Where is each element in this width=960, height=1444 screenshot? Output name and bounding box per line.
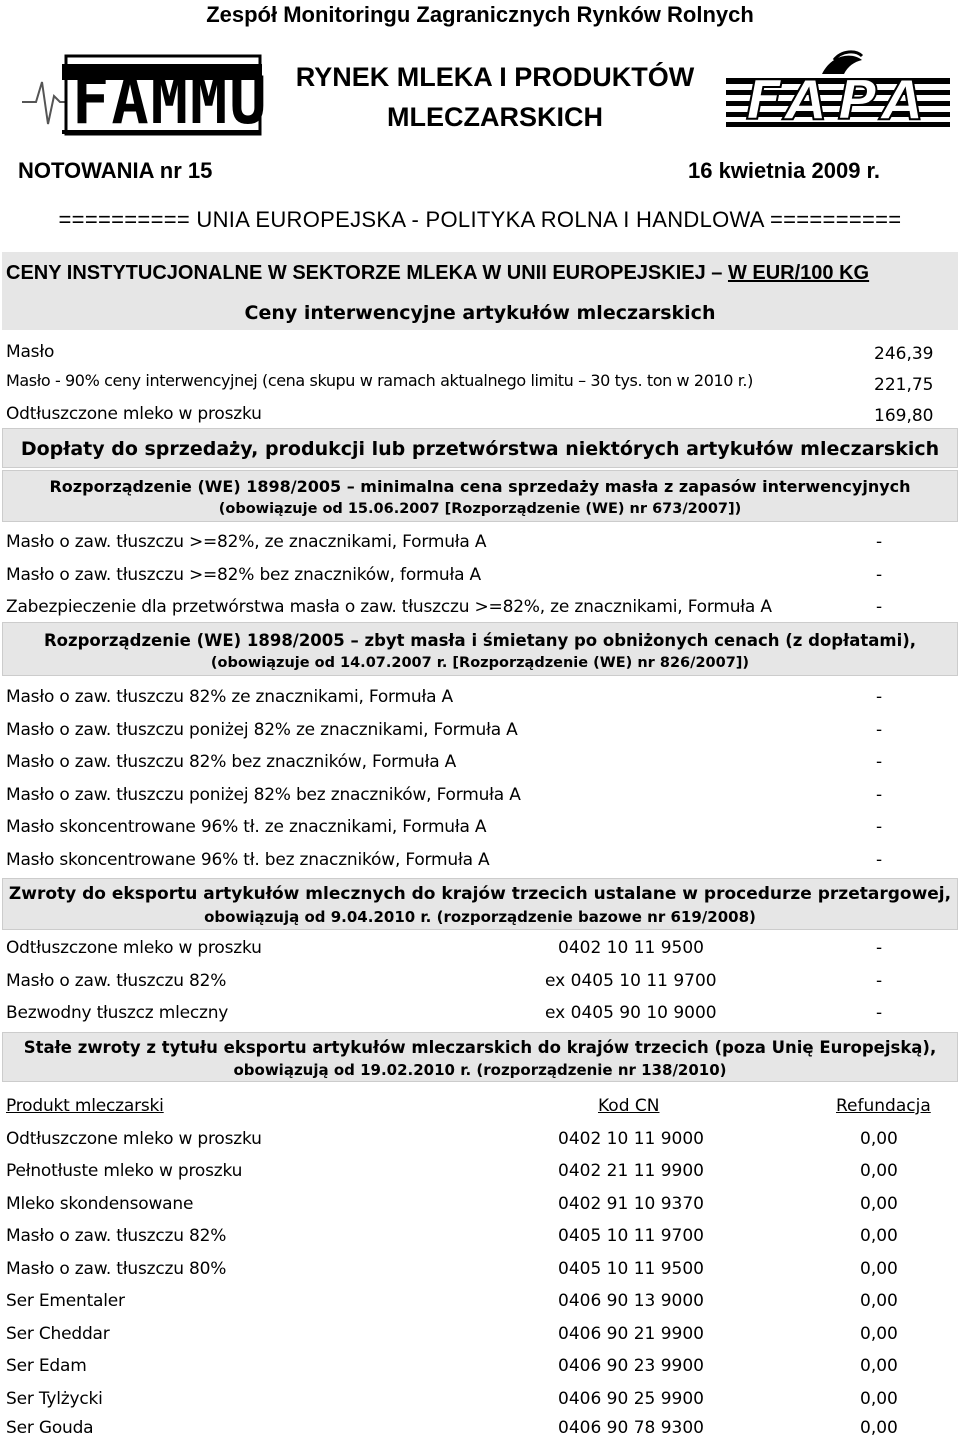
row-value: - bbox=[876, 565, 883, 585]
fapa-logo-text: FAPA bbox=[745, 69, 935, 132]
regulation2-row bbox=[0, 716, 960, 746]
table-row bbox=[0, 1352, 960, 1382]
cn-code: ex 0405 10 11 9700 bbox=[545, 971, 717, 991]
fammu-logo bbox=[22, 52, 269, 139]
report-date: 16 kwietnia 2009 r. bbox=[688, 158, 881, 183]
section-banner: ========== UNIA EUROPEJSKA - POLITYKA ROLNA I HANDLOWA ========== bbox=[58, 207, 902, 232]
regulation1-line2: (obowiązuje od 15.06.2007 [Rozporządzenie (WE) nr 673/2007]) bbox=[218, 501, 742, 517]
cn-code: 0406 90 23 9900 bbox=[558, 1356, 705, 1376]
cn-code: 0402 21 11 9900 bbox=[558, 1161, 705, 1181]
row-value: - bbox=[876, 720, 883, 740]
fixed-refunds-table-header bbox=[0, 1092, 960, 1122]
regulation1-row bbox=[0, 593, 960, 623]
price-row bbox=[0, 338, 960, 368]
product-label: Ser Cheddar bbox=[6, 1324, 110, 1344]
product-label: Ser Gouda bbox=[6, 1418, 94, 1438]
row-label: Masło skoncentrowane 96% tł. bez znaczników, Formuła A bbox=[6, 850, 490, 870]
row-value: - bbox=[876, 752, 883, 772]
tender-refund-row bbox=[0, 967, 960, 997]
subsidies-title: Dopłaty do sprzedaży, produkcji lub przetwórstwa niektórych artykułów mleczarskich bbox=[20, 438, 940, 460]
refund-value: 0,00 bbox=[860, 1226, 898, 1246]
unit-label: W EUR/100 KG bbox=[727, 262, 870, 284]
table-row bbox=[0, 1385, 960, 1415]
product-label: Masło o zaw. tłuszczu 80% bbox=[6, 1259, 227, 1279]
regulation1-row bbox=[0, 561, 960, 591]
table-row bbox=[0, 1414, 960, 1444]
regulation2-row bbox=[0, 813, 960, 843]
refund-value: 0,00 bbox=[860, 1418, 898, 1438]
table-row bbox=[0, 1255, 960, 1285]
row-label: Zabezpieczenie dla przetwórstwa masła o zaw. tłuszczu >=82%, ze znacznikami, Formuła A bbox=[6, 597, 772, 617]
fixed-refunds-line1: Stałe zwroty z tytułu eksportu artykułów mleczarskich do krajów trzecich (poza Unię Europejską), bbox=[23, 1038, 937, 1057]
table-row bbox=[0, 1190, 960, 1220]
notowania-number: NOTOWANIA nr 15 bbox=[18, 158, 213, 183]
fapa-logo bbox=[722, 50, 958, 130]
cn-code: 0402 10 11 9500 bbox=[558, 938, 705, 958]
fixed-refunds-line2: obowiązują od 19.02.2010 r. (rozporządzenie nr 138/2010) bbox=[233, 1061, 727, 1079]
row-value: - bbox=[876, 785, 883, 805]
institutional-prices-title-text: CENY INSTYTUCJONALNE W SEKTORZE MLEKA W UNII EUROPEJSKIEJ bbox=[6, 262, 706, 284]
refund-value: 0,00 bbox=[860, 1259, 898, 1279]
refund-value: 0,00 bbox=[860, 1389, 898, 1409]
title-dash: – bbox=[705, 262, 728, 284]
tender-refunds-line2: obowiązują od 9.04.2010 r. (rozporządzenie bazowe nr 619/2008) bbox=[204, 908, 756, 926]
table-row bbox=[0, 1125, 960, 1155]
price-label: Masło - 90% ceny interwencyjnej (cena skupu w ramach aktualnego limitu – 30 tys. ton w 2010 r.) bbox=[6, 371, 753, 390]
row-label: Masło o zaw. tłuszczu >=82%, ze znacznikami, Formuła A bbox=[6, 532, 487, 552]
refund-value: - bbox=[876, 1003, 883, 1023]
row-value: - bbox=[876, 817, 883, 837]
regulation1-row bbox=[0, 528, 960, 558]
cn-code: 0406 90 25 9900 bbox=[558, 1389, 705, 1409]
product-label: Pełnotłuste mleko w proszku bbox=[6, 1161, 243, 1181]
refund-value: 0,00 bbox=[860, 1129, 898, 1149]
institutional-prices-title bbox=[6, 262, 869, 285]
refund-value: 0,00 bbox=[860, 1161, 898, 1181]
subsidies-header bbox=[2, 428, 958, 468]
regulation2-row bbox=[0, 748, 960, 778]
institutional-prices-header bbox=[2, 252, 958, 330]
refund-value: - bbox=[876, 971, 883, 991]
tender-refunds-header bbox=[2, 878, 958, 930]
regulation2-line2: (obowiązuje od 14.07.2007 r. [Rozporządzenie (WE) nr 826/2007]) bbox=[210, 655, 750, 671]
row-value: - bbox=[876, 687, 883, 707]
row-label: Masło o zaw. tłuszczu >=82% bez znaczników, formuła A bbox=[6, 565, 481, 585]
table-row bbox=[0, 1157, 960, 1187]
regulation2-header bbox=[2, 622, 958, 676]
cn-code: 0406 90 13 9000 bbox=[558, 1291, 705, 1311]
cn-code: 0406 90 21 9900 bbox=[558, 1324, 705, 1344]
row-value: - bbox=[876, 597, 883, 617]
product-label: Odtłuszczone mleko w proszku bbox=[6, 938, 262, 958]
column-header-product: Produkt mleczarski bbox=[6, 1096, 164, 1116]
row-label: Masło o zaw. tłuszczu 82% ze znacznikami, Formuła A bbox=[6, 687, 453, 707]
table-row bbox=[0, 1287, 960, 1317]
table-row bbox=[0, 1222, 960, 1252]
regulation2-row bbox=[0, 781, 960, 811]
table-row bbox=[0, 1320, 960, 1350]
cn-code: ex 0405 90 10 9000 bbox=[545, 1003, 717, 1023]
product-label: Odtłuszczone mleko w proszku bbox=[6, 1129, 262, 1149]
price-value: 221,75 bbox=[874, 375, 934, 395]
price-label: Masło bbox=[6, 342, 55, 362]
regulation1-header bbox=[2, 470, 958, 522]
price-label: Odtłuszczone mleko w proszku bbox=[6, 404, 262, 424]
refund-value: - bbox=[876, 938, 883, 958]
product-label: Ser Edam bbox=[6, 1356, 87, 1376]
row-label: Masło o zaw. tłuszczu poniżej 82% bez znaczników, Formuła A bbox=[6, 785, 521, 805]
tender-refunds-line1: Zwroty do eksportu artykułów mlecznych do krajów trzecich ustalane w procedurze przetargowej, bbox=[8, 884, 952, 904]
refund-value: 0,00 bbox=[860, 1356, 898, 1376]
column-header-refund: Refundacja bbox=[836, 1096, 931, 1116]
organization-name: Zespół Monitoringu Zagranicznych Rynków Rolnych bbox=[206, 2, 754, 27]
refund-value: 0,00 bbox=[860, 1194, 898, 1214]
cn-code: 0406 90 78 9300 bbox=[558, 1418, 705, 1438]
product-label: Bezwodny tłuszcz mleczny bbox=[6, 1003, 229, 1023]
cn-code: 0402 91 10 9370 bbox=[558, 1194, 705, 1214]
fixed-refunds-header bbox=[2, 1032, 958, 1082]
price-value: 169,80 bbox=[874, 406, 934, 426]
row-value: - bbox=[876, 850, 883, 870]
row-value: - bbox=[876, 532, 883, 552]
cn-code: 0405 10 11 9500 bbox=[558, 1259, 705, 1279]
product-label: Masło o zaw. tłuszczu 82% bbox=[6, 1226, 227, 1246]
product-label: Ser Tylżycki bbox=[6, 1389, 103, 1409]
price-value: 246,39 bbox=[874, 344, 934, 364]
report-title-line2: MLECZARSKICH bbox=[387, 102, 603, 132]
price-row bbox=[0, 400, 960, 430]
fammu-logo-text: FAMMU bbox=[72, 62, 269, 139]
refund-value: 0,00 bbox=[860, 1291, 898, 1311]
cn-code: 0402 10 11 9000 bbox=[558, 1129, 705, 1149]
row-label: Masło o zaw. tłuszczu poniżej 82% ze znacznikami, Formuła A bbox=[6, 720, 518, 740]
tender-refund-row bbox=[0, 934, 960, 964]
regulation2-row bbox=[0, 683, 960, 713]
row-label: Masło skoncentrowane 96% tł. ze znacznikami, Formuła A bbox=[6, 817, 487, 837]
report-title-line1: RYNEK MLEKA I PRODUKTÓW bbox=[295, 62, 695, 92]
cn-code: 0405 10 11 9700 bbox=[558, 1226, 705, 1246]
column-header-code: Kod CN bbox=[598, 1096, 660, 1116]
intervention-prices-subtitle: Ceny interwencyjne artykułów mleczarskich bbox=[244, 302, 716, 324]
regulation2-line1: Rozporządzenie (WE) 1898/2005 – zbyt masła i śmietany po obniżonych cenach (z dopłatami), bbox=[43, 631, 917, 650]
report-title bbox=[270, 60, 720, 134]
product-label: Ser Ementaler bbox=[6, 1291, 125, 1311]
row-label: Masło o zaw. tłuszczu 82% bez znaczników, Formuła A bbox=[6, 752, 457, 772]
regulation1-line1: Rozporządzenie (WE) 1898/2005 – minimalna cena sprzedaży masła z zapasów interwencyjnych bbox=[49, 477, 911, 496]
price-row bbox=[0, 367, 960, 397]
product-label: Masło o zaw. tłuszczu 82% bbox=[6, 971, 227, 991]
product-label: Mleko skondensowane bbox=[6, 1194, 194, 1214]
regulation2-row bbox=[0, 846, 960, 876]
refund-value: 0,00 bbox=[860, 1324, 898, 1344]
tender-refund-row bbox=[0, 999, 960, 1029]
